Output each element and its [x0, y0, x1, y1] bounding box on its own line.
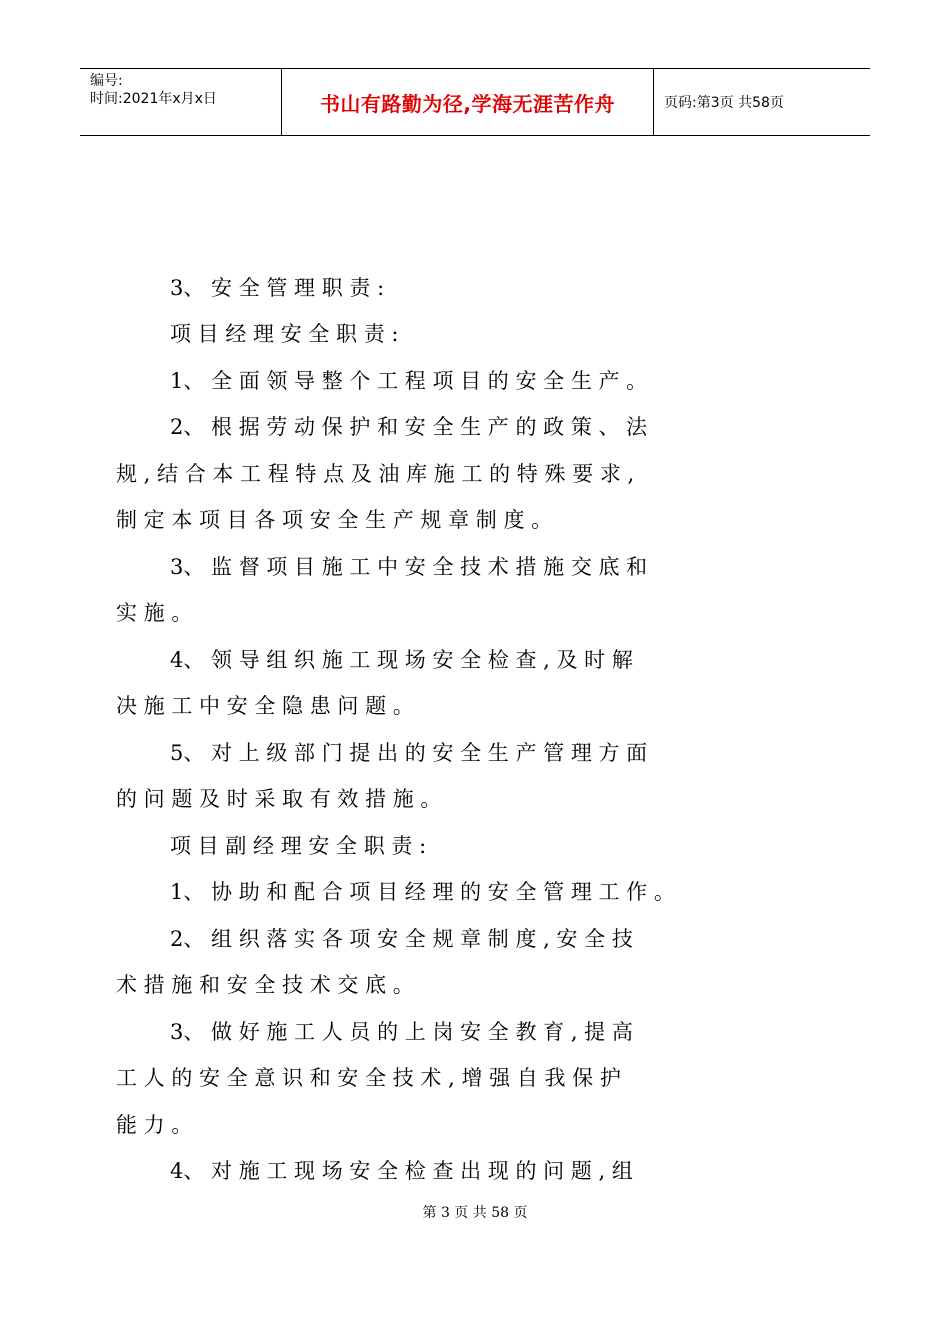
- body-line: 决 施 工 中 安 全 隐 患 问 题 。: [116, 694, 414, 718]
- body-line: 制 定 本 项 目 各 项 安 全 生 产 规 章 制 度 。: [116, 508, 553, 532]
- page-footer: 第 3 页 共 58 页: [422, 1205, 528, 1221]
- body-line: 5、 对 上 级 部 门 提 出 的 安 全 生 产 管 理 方 面: [170, 741, 648, 765]
- body-line: 2、 根 据 劳 动 保 护 和 安 全 生 产 的 政 策 、 法: [170, 415, 648, 439]
- body-line: 4、 对 施 工 现 场 安 全 检 查 出 现 的 问 题 , 组: [170, 1159, 633, 1183]
- body-line: 1、 协 助 和 配 合 项 目 经 理 的 安 全 管 理 工 作 。: [170, 880, 675, 904]
- body-line: 术 措 施 和 安 全 技 术 交 底 。: [116, 973, 414, 997]
- document-number-label: 编号:: [90, 73, 123, 89]
- body-line: 实 施 。: [116, 601, 193, 625]
- body-line: 1、 全 面 领 导 整 个 工 程 项 目 的 安 全 生 产 。: [170, 369, 648, 393]
- body-line: 3、 监 督 项 目 施 工 中 安 全 技 术 措 施 交 底 和: [170, 555, 648, 579]
- body-line: 3、 安 全 管 理 职 责 :: [170, 276, 385, 300]
- header-page-info: 页码:第3页 共58页: [664, 95, 784, 111]
- body-line: 2、 组 织 落 实 各 项 安 全 规 章 制 度 , 安 全 技: [170, 927, 633, 951]
- body-line: 4、 领 导 组 织 施 工 现 场 安 全 检 查 , 及 时 解: [170, 648, 633, 672]
- document-time-label: 时间:2021年x月x日: [90, 91, 217, 107]
- body-line: 项 目 副 经 理 安 全 职 责 :: [170, 834, 427, 858]
- body-line: 项 目 经 理 安 全 职 责 :: [170, 322, 399, 346]
- body-line: 工 人 的 安 全 意 识 和 安 全 技 术 , 增 强 自 我 保 护: [116, 1066, 621, 1090]
- body-line: 能 力 。: [116, 1113, 193, 1137]
- body-line: 3、 做 好 施 工 人 员 的 上 岗 安 全 教 育 , 提 高: [170, 1020, 633, 1044]
- body-line: 的 问 题 及 时 采 取 有 效 措 施 。: [116, 787, 442, 811]
- header-meta: [80, 69, 282, 135]
- header-motto: 书山有路勤为径,学海无涯苦作舟: [282, 69, 654, 135]
- page-header: [80, 68, 870, 136]
- body-line: 规 , 结 合 本 工 程 特 点 及 油 库 施 工 的 特 殊 要 求 ,: [116, 462, 635, 486]
